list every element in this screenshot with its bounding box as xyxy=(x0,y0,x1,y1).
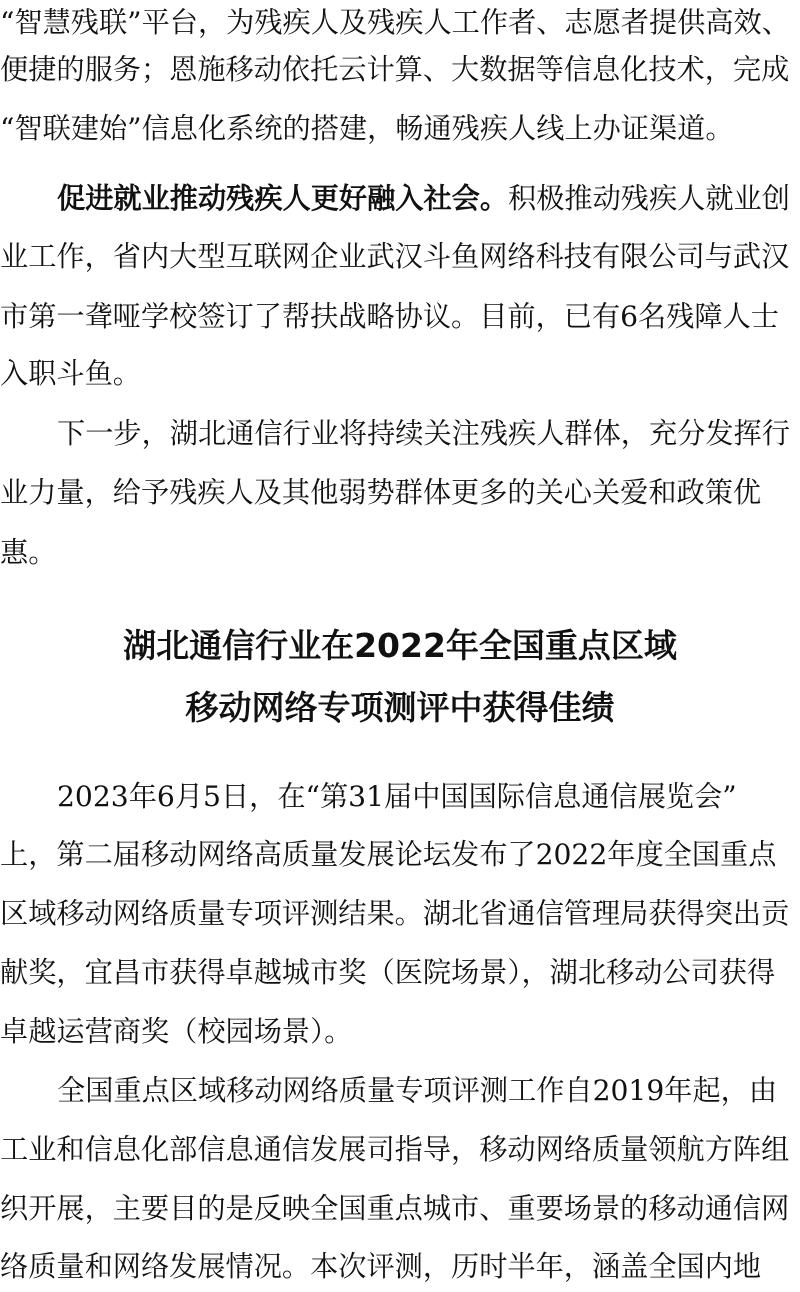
paragraph-line: 络质量和网络发展情况。本次评测，历时半年，涵盖全国内地 xyxy=(0,1250,762,1283)
paragraph-line: 入职斗鱼。 xyxy=(0,357,141,390)
paragraph-line: 区域移动网络质量专项评测结果。湖北省通信管理局获得突出贡 xyxy=(0,897,790,930)
paragraph-line: 上，第二届移动网络高质量发展论坛发布了2022年度全国重点 xyxy=(0,838,777,871)
paragraph-line: 工业和信息化部信息通信发展司指导，移动网络质量领航方阵组 xyxy=(0,1133,790,1166)
paragraph-line: 惠。 xyxy=(0,536,57,569)
paragraph-line: 全国重点区域移动网络质量专项评测工作自2019年起，由 xyxy=(57,1074,778,1107)
paragraph-line: 织开展，主要目的是反映全国重点城市、重要场景的移动通信网 xyxy=(0,1192,790,1225)
paragraph-line: 便捷的服务；恩施移动依托云计算、大数据等信息化技术，完成 xyxy=(0,53,790,86)
paragraph-line: 业力量，给予残疾人及其他弱势群体更多的关心关爱和政策优 xyxy=(0,476,762,509)
paragraph-text: 积极推动残疾人就业创 xyxy=(508,182,790,215)
article-title-line-2: 移动网络专项测评中获得佳绩 xyxy=(185,688,615,727)
paragraph-line: 献奖，宜昌市获得卓越城市奖（医院场景），湖北移动公司获得 xyxy=(0,956,776,989)
paragraph-line: 市第一聋哑学校签订了帮扶战略协议。目前，已有6名残障人士 xyxy=(0,300,779,333)
paragraph-line: 业工作，省内大型互联网企业武汉斗鱼网络科技有限公司与武汉 xyxy=(0,240,790,273)
paragraph-line: 下一步，湖北通信行业将持续关注残疾人群体，充分发挥行 xyxy=(57,417,790,450)
paragraph-line: “智慧残联”平台，为残疾人及残疾人工作者、志愿者提供高效、 xyxy=(0,6,790,39)
article-title-line-1: 湖北通信行业在2022年全国重点区域 xyxy=(123,626,677,665)
paragraph-line: 卓越运营商奖（校园场景）。 xyxy=(0,1015,353,1048)
paragraph-line: 2023年6月5日，在“第31届中国国际信息通信展览会” xyxy=(57,780,737,813)
paragraph-heading: 促进就业推动残疾人更好融入社会。 xyxy=(57,182,509,215)
paragraph-line xyxy=(0,176,800,222)
paragraph-line: “智联建始”信息化系统的搭建，畅通残疾人线上办证渠道。 xyxy=(0,112,734,145)
